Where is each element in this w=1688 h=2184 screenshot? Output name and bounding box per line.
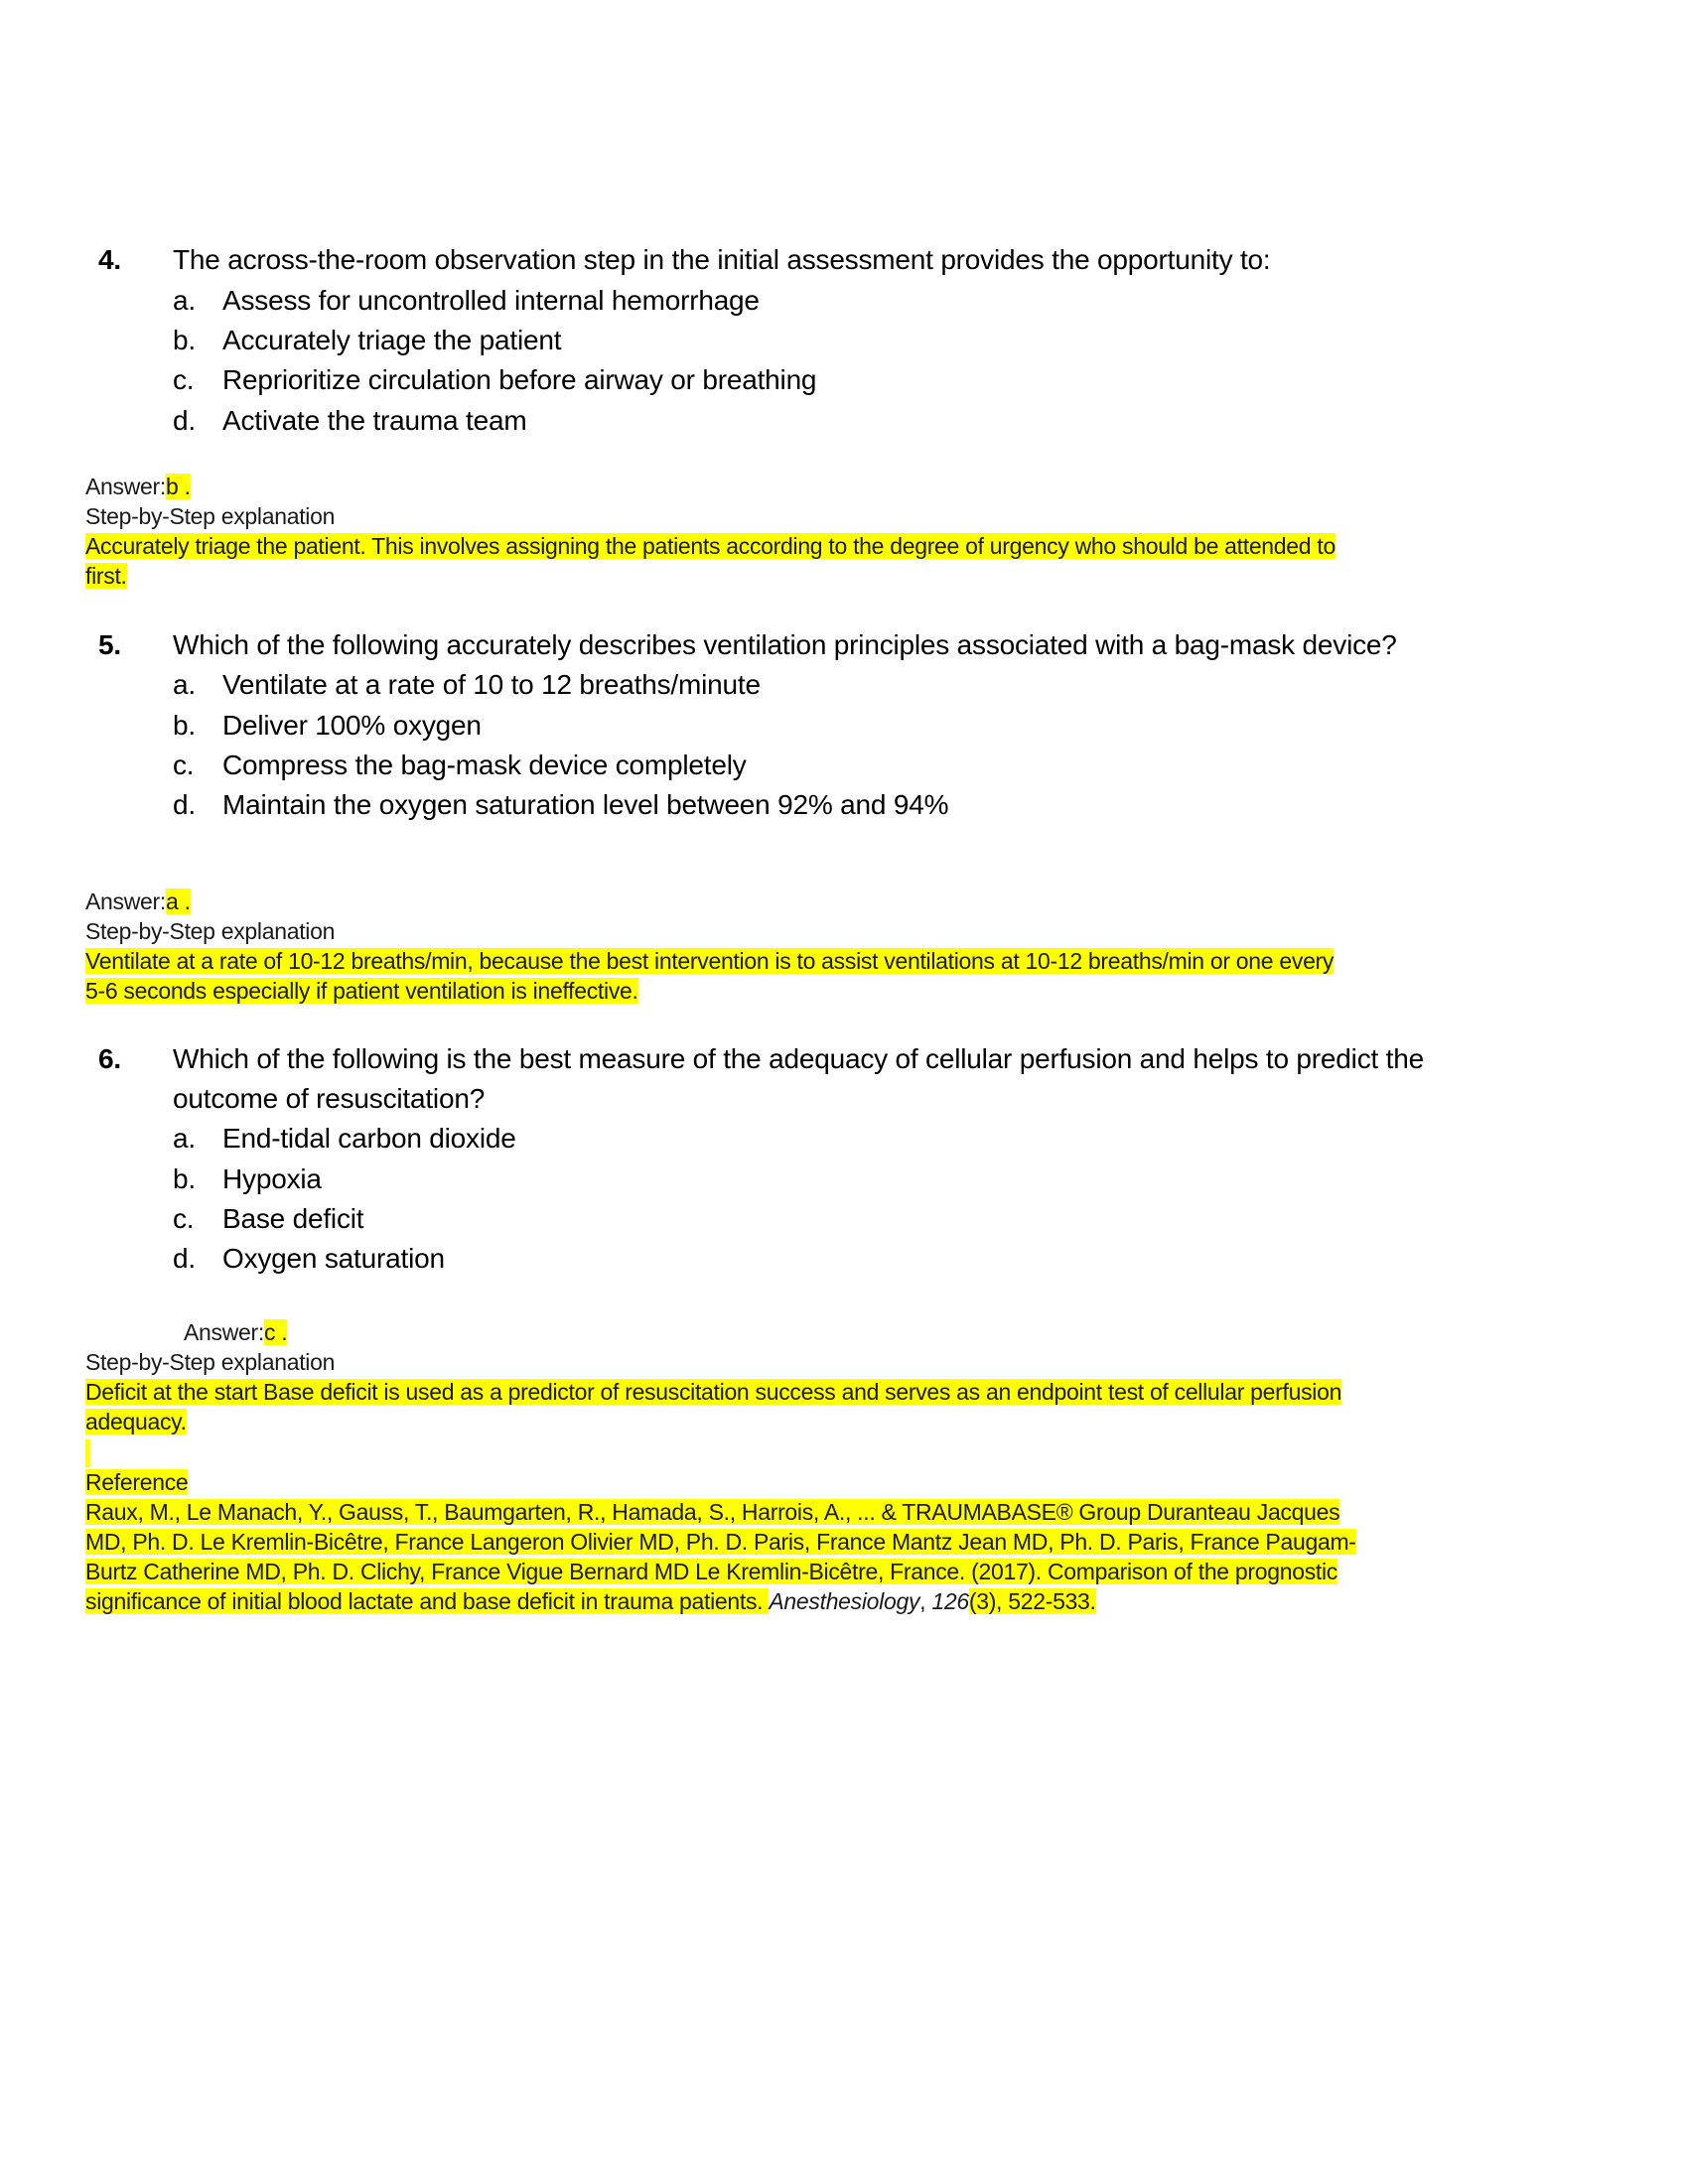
explanation-label: Step-by-Step explanation xyxy=(85,1349,336,1375)
option-letter: a. xyxy=(173,285,196,316)
reference-line: MD, Ph. D. Le Kremlin-Bicêtre, France Langeron Olivier MD, Ph. D. Paris, France Mantz Jean MD, Ph. D. Paris, France Paugam- xyxy=(85,1529,1356,1555)
explanation-line: Accurately triage the patient. This involves assigning the patients according to the degree of urgency who should be attended to xyxy=(85,533,1336,559)
answer-line xyxy=(85,887,191,916)
question-number: 6. xyxy=(98,1043,121,1074)
reference-line: Burtz Catherine MD, Ph. D. Clichy, France Vigue Bernard MD Le Kremlin-Bicêtre, France. (2017). Comparison of the prognostic xyxy=(85,1559,1338,1584)
reference-text xyxy=(85,1557,1337,1586)
option-text: Compress the bag-mask device completely xyxy=(222,750,747,780)
option-letter: b. xyxy=(173,1163,196,1194)
reference-label-text: Reference xyxy=(85,1469,189,1495)
question-text: outcome of resuscitation? xyxy=(173,1083,486,1114)
question-text: The across-the-room observation step in the initial assessment provides the opportunity to: xyxy=(173,244,1271,275)
explanation-line: adequacy. xyxy=(85,1409,187,1434)
option-text: Accurately triage the patient xyxy=(222,325,562,355)
option-text: Deliver 100% oxygen xyxy=(222,710,482,741)
answer-line xyxy=(85,472,191,501)
explanation-line: Deficit at the start Base deficit is used as a predictor of resuscitation success and serves as an endpoint test of cellular perfusion xyxy=(85,1379,1342,1405)
option-letter: d. xyxy=(173,405,196,436)
highlight-marker xyxy=(85,1439,90,1467)
answer-label: Answer: xyxy=(184,1319,264,1345)
option-letter: c. xyxy=(173,1203,195,1234)
option-letter: a. xyxy=(173,669,196,700)
option-text: Hypoxia xyxy=(222,1163,322,1194)
answer-value: c . xyxy=(263,1319,288,1345)
explanation-line: Ventilate at a rate of 10-12 breaths/min, because the best intervention is to assist ventilations at 10-12 breaths/min or one every xyxy=(85,948,1335,974)
answer-line xyxy=(184,1317,287,1347)
reference-comma: , xyxy=(919,1588,932,1614)
option-letter: a. xyxy=(173,1123,196,1154)
explanation-label: Step-by-Step explanation xyxy=(85,503,336,529)
reference-text xyxy=(85,1586,1096,1616)
explanation-text xyxy=(85,531,1336,561)
explanation-text xyxy=(85,1407,187,1436)
option-letter: b. xyxy=(173,325,196,355)
option-letter: d. xyxy=(173,789,196,820)
explanation-line: 5-6 seconds especially if patient ventilation is ineffective. xyxy=(85,978,638,1004)
question-number: 4. xyxy=(98,244,121,275)
answer-value: b . xyxy=(165,474,191,499)
journal-name: Anesthesiology xyxy=(769,1588,920,1614)
explanation-text xyxy=(85,1377,1341,1407)
option-letter: d. xyxy=(173,1243,196,1274)
explanation-label: Step-by-Step explanation xyxy=(85,918,336,944)
journal-volume: 126 xyxy=(931,1588,969,1614)
option-text: Maintain the oxygen saturation level between 92% and 94% xyxy=(222,789,949,820)
option-text: Reprioritize circulation before airway or breathing xyxy=(222,364,817,395)
option-text: Assess for uncontrolled internal hemorrhage xyxy=(222,285,760,316)
answer-value: a . xyxy=(165,888,191,914)
explanation-line: first. xyxy=(85,563,127,589)
explanation-text xyxy=(85,561,127,591)
option-letter: b. xyxy=(173,710,196,741)
option-text: Activate the trauma team xyxy=(222,405,527,436)
question-number: 5. xyxy=(98,629,121,660)
reference-line: significance of initial blood lactate and base deficit in trauma patients. xyxy=(85,1588,770,1614)
question-text: Which of the following accurately describes ventilation principles associated with a bag-mask device? xyxy=(173,629,1397,660)
option-text: Ventilate at a rate of 10 to 12 breaths/minute xyxy=(222,669,761,700)
answer-label: Answer: xyxy=(85,474,166,499)
reference-text xyxy=(85,1497,1339,1527)
answer-label: Answer: xyxy=(85,888,166,914)
explanation-text xyxy=(85,976,638,1006)
option-text: End-tidal carbon dioxide xyxy=(222,1123,516,1154)
journal-pages: (3), 522-533. xyxy=(968,1588,1096,1614)
reference-label xyxy=(85,1467,188,1497)
option-text: Oxygen saturation xyxy=(222,1243,445,1274)
option-text: Base deficit xyxy=(222,1203,364,1234)
reference-text xyxy=(85,1527,1356,1557)
question-text: Which of the following is the best measure of the adequacy of cellular perfusion and helps to predict the xyxy=(173,1043,1424,1074)
option-letter: c. xyxy=(173,750,195,780)
reference-line: Raux, M., Le Manach, Y., Gauss, T., Baumgarten, R., Hamada, S., Harrois, A., ... & TRAUMABASE® Group Duranteau Jacques xyxy=(85,1499,1340,1525)
option-letter: c. xyxy=(173,364,195,395)
explanation-text xyxy=(85,946,1334,976)
